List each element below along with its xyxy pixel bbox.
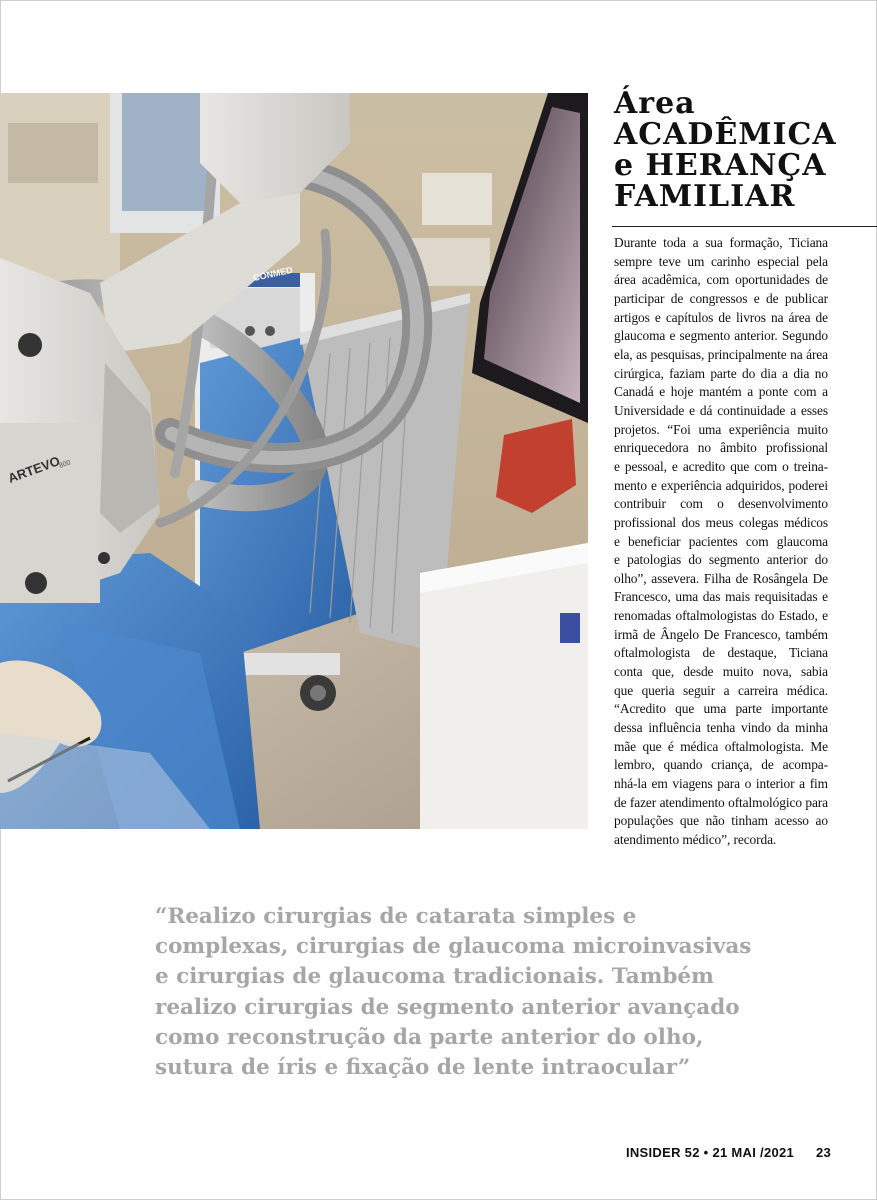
body-line: renomadas oftalmologistas do Estado, e [614, 608, 828, 624]
pull-quote [155, 902, 755, 1083]
quote-line: realizo cirurgias de segmento anterior avançado [155, 994, 740, 1020]
microscope-label: ARTEVO [5, 453, 62, 486]
body-line: profissional dos meus colegas médicos [614, 514, 828, 530]
article-body [614, 234, 828, 850]
bullet-separator: • [703, 1145, 713, 1160]
operating-room-photo [0, 93, 588, 829]
section-heading [614, 88, 874, 212]
body-line: lembro, quando criança, de acompa- [614, 757, 828, 773]
body-line: populações que não tinham acesso ao [614, 813, 828, 829]
quote-line: sutura de íris e fixação de lente intraocular” [155, 1055, 691, 1081]
body-line: e patologias do segmento anterior do [614, 552, 828, 568]
heading-divider [612, 226, 877, 227]
body-line: Francesco, uma das mais requisitadas e [614, 589, 828, 605]
body-line: artigos e capítulos de livros na área de [614, 309, 828, 325]
page-number: 23 [815, 1145, 831, 1160]
body-line: mãe que é médica oftalmologista. Me [614, 738, 828, 754]
page-footer [626, 1145, 831, 1160]
body-line: nhá-la em viagens para o interior a fim [614, 776, 828, 792]
body-line: “Acredito que uma parte importante [614, 701, 828, 717]
heading-line: e HERANÇA [614, 148, 827, 183]
heading-line: FAMILIAR [614, 179, 796, 214]
body-line: irmã de Ângelo De Francesco, também [614, 626, 828, 642]
body-line: e beneficiar pacientes com glaucoma [614, 533, 828, 549]
body-line: projetos. “Foi uma experiência muito [614, 421, 828, 437]
body-line: mento e experiência adquiridos, poderei [614, 477, 828, 493]
body-line: conta que, desde muito nova, sabia [614, 664, 828, 680]
body-line: cirúrgica, faziam parte do dia a dia no [614, 365, 828, 381]
body-line: oftalmologista de destaque, Ticiana [614, 645, 828, 661]
body-line: glaucoma e segmento anterior. Segundo [614, 328, 828, 344]
quote-line: “Realizo cirurgias de catarata simples e [155, 904, 637, 929]
body-line: enriquecedora no âmbito profissional [614, 440, 828, 456]
body-line: Canadá e hoje mantém a ponte com a [614, 384, 828, 400]
quote-line: e cirurgias de glaucoma tradicionais. Também [155, 964, 714, 990]
body-line: de fazer atendimento oftalmológico para [614, 794, 828, 810]
quote-line: complexas, cirurgias de glaucoma microinvasivas [155, 934, 752, 960]
body-line: e pessoal, e acredito que com o treina- [614, 458, 828, 474]
body-line: Durante toda a sua formação, Ticiana [614, 235, 828, 250]
body-line: contribuir com o desenvolvimento [614, 496, 828, 512]
heading-line: ACADÊMICA [614, 117, 837, 152]
body-line: olho”, assevera. Filha de Rosângela De [614, 570, 828, 586]
body-line: ela, as pesquisas, principalmente na área [614, 346, 828, 362]
body-line: que queria seguir a carreira médica. [614, 682, 828, 698]
body-line: participar de congressos e de publicar [614, 290, 828, 306]
body-line: Universidade e dá continuidade a esses [614, 402, 828, 418]
body-line: área acadêmica, com oportunidades de [614, 272, 828, 288]
body-line: dessa influência tenha vindo da minha [614, 720, 828, 736]
quote-line: como reconstrução da parte anterior do olho, [155, 1024, 704, 1050]
microscope-sublabel: 800 [58, 459, 72, 470]
device-label: CONMED [252, 264, 294, 283]
magazine-issue: INSIDER 52 [625, 1145, 700, 1160]
heading-line: Área [614, 86, 696, 121]
body-line: atendimento médico”, recorda. [614, 832, 777, 847]
issue-date: 21 MAI /2021 [712, 1145, 795, 1160]
body-line: sempre teve um carinho especial pela [614, 253, 828, 269]
